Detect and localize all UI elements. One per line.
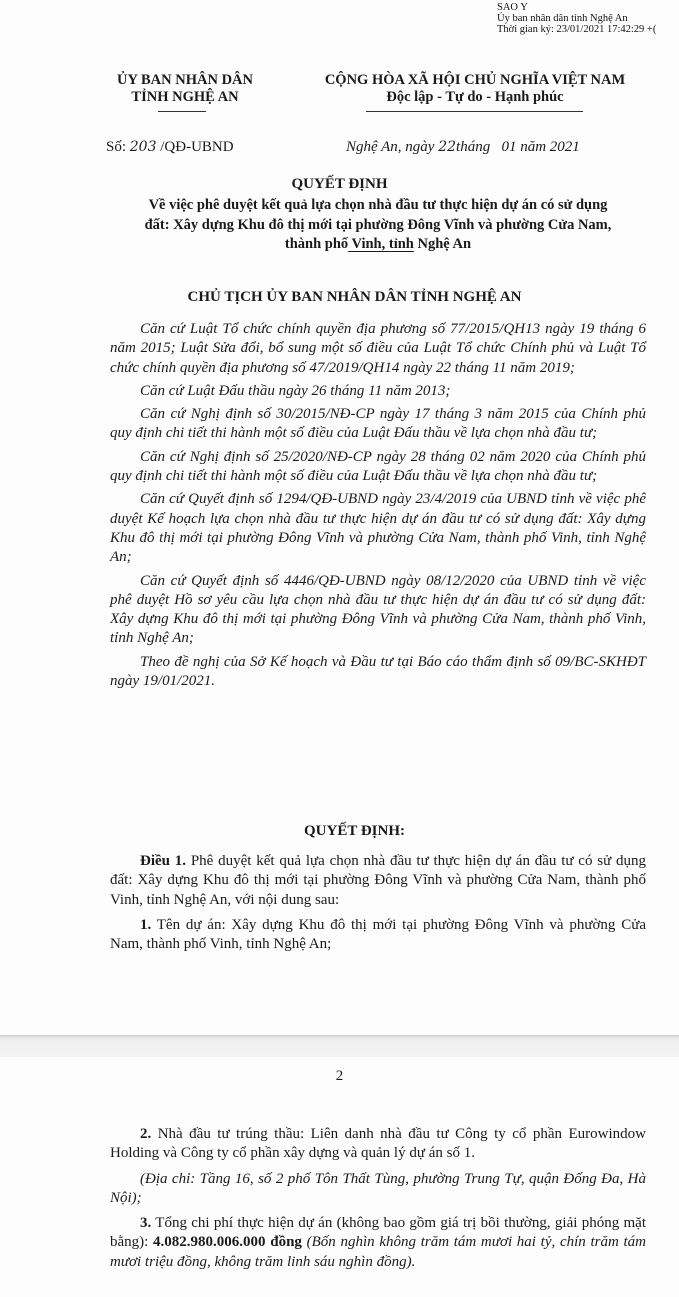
issuer-line-2: TỈNH NGHỆ AN [131, 89, 239, 105]
document-number [106, 139, 234, 156]
handwritten-number: 203 [129, 139, 157, 155]
motto-underline [366, 111, 583, 112]
legal-basis-item: Theo đề nghị của Sở Kế hoạch và Đầu tư tại Báo cáo thẩm định số 09/BC-SKHĐT ngày 19/01/2021. [110, 653, 646, 690]
item-3 [110, 1214, 646, 1272]
subject-line-2: đất: Xây dựng Khu đô thị mới tại phường Đông Vĩnh và phường Cửa Nam, [144, 216, 612, 233]
authority-heading: CHỦ TỊCH ỦY BAN NHÂN DÂN TỈNH NGHỆ AN [187, 289, 522, 305]
handwritten-day: 22 [438, 139, 457, 155]
legal-basis-item: Căn cứ Quyết định số 4446/QĐ-UBND ngày 08/12/2020 của UBND tỉnh về việc phê duyệt Hồ sơ yêu cầu lựa chọn nhà đầu tư thực hiện dự án đầu tư có sử dụng đất: Xây dựng Khu đô thị mới tại phường Đông Vĩnh và phường Cửa Nam, thành phố Vinh, tỉnh Nghệ An; [110, 572, 646, 647]
page-separator [0, 1035, 679, 1057]
item-label: 3. [140, 1215, 152, 1232]
issuer-underline [158, 111, 206, 112]
item-text: Tổng chi phí thực hiện dự án (không bao gồm giá trị bồi thường, giải phóng mặt bằng): [110, 1215, 646, 1251]
decision-heading: QUYẾT ĐỊNH: [304, 823, 405, 839]
item-text: Tên dự án: Xây dựng Khu đô thị mới tại phường Đông Vĩnh và phường Cửa Nam, thành phố Vinh, tỉnh Nghệ An; [110, 916, 646, 953]
item-2 [110, 1125, 646, 1164]
legal-basis-item: Căn cứ Quyết định số 1294/QĐ-UBND ngày 23/4/2019 của UBND tỉnh về việc phê duyệt Kế hoạch lựa chọn nhà đầu tư thực hiện dự án đầu tư có sử dụng đất: Xây dựng Khu đô thị mới tại phường Đông Vĩnh và phường Cửa Nam, thành phố Vinh, tỉnh Nghệ An; [110, 491, 646, 566]
subject-line-3 [100, 235, 656, 255]
nation-line-1: CỘNG HÒA XÃ HỘI CHỦ NGHĨA VIỆT NAM [324, 72, 626, 88]
item-text: Nhà đầu tư trúng thầu: Liên danh nhà đầu tư Công ty cổ phần Eurowindow Holding và Công ty cổ phần xây dựng và quản lý dự án số 1. [110, 1126, 646, 1162]
item-label: 1. [140, 916, 152, 933]
item-1 [110, 916, 646, 955]
stamp-signed-time: Thời gian ký: 23/01/2021 17:42:29 +( [497, 24, 657, 35]
issuing-authority [100, 72, 270, 106]
total-cost-amount: 4.082.980.006.000 đồng [153, 1234, 302, 1251]
legal-basis-item: Căn cứ Nghị định số 25/2020/NĐ-CP ngày 28 tháng 02 năm 2020 của Chính phủ quy định chi tiết thi hành một số điều của Luật Đấu thầu về lựa chọn nhà đầu tư; [110, 448, 646, 485]
date-suffix: tháng 01 năm 2021 [456, 139, 580, 155]
article-body: Phê duyệt kết quả lựa chọn nhà đầu tư thực hiện dự án đầu tư có sử dụng đất: Xây dựng Khu đô thị mới tại phường Đông Vĩnh và phường Cửa Nam, thành phố Vinh, tỉnh Nghệ An, với nội dung sau: [110, 853, 646, 908]
legal-basis-item: Căn cứ Luật Tổ chức chính quyền địa phương số 77/2015/QH13 ngày 19 tháng 6 năm 2015; Luật Sửa đổi, bổ sung một số điều của Luật Tổ chức Chính phủ và Luật Tổ chức chính quyền địa phương số 47/2019/QH14 ngày 22 tháng 11 năm 2019; [110, 321, 646, 376]
subject-underlined-part: Vinh, tỉnh [348, 236, 414, 252]
subject-line-1: Về việc phê duyệt kết quả lựa chọn nhà đầu tư thực hiện dự án có sử dụng [148, 197, 608, 213]
subject-part: Nghệ An [413, 236, 472, 252]
legal-basis-item: Căn cứ Luật Đấu thầu ngày 26 tháng 11 năm 2013; [140, 382, 451, 399]
total-cost-in-words: (Bốn nghìn không trăm tám mươi hai tỷ, chín trăm tám mươi triệu đồng, không trăm linh sáu nghìn đồng). [110, 1234, 647, 1270]
number-suffix: /QĐ-UBND [156, 139, 234, 155]
number-prefix: Số: [106, 139, 130, 155]
article-label: Điều 1. [140, 853, 187, 869]
document-title: QUYẾT ĐỊNH [291, 176, 388, 192]
nation-line-2: Độc lập - Tự do - Hạnh phúc [386, 89, 564, 105]
investor-address: (Địa chỉ: Tầng 16, số 2 phố Tôn Thất Tùng, phường Trung Tự, quận Đống Đa, Hà Nội); [110, 1170, 646, 1206]
item-label: 2. [140, 1126, 152, 1142]
issuer-line-1: ỦY BAN NHÂN DÂN [116, 72, 253, 88]
digital-signature-stamp [497, 2, 656, 35]
article-1-text [110, 852, 646, 910]
legal-basis-item: Căn cứ Nghị định số 30/2015/NĐ-CP ngày 17 tháng 3 năm 2015 của Chính phủ quy định chi tiết thi hành một số điều của Luật Đấu thầu về lựa chọn nhà đầu tư; [110, 406, 646, 442]
page-2-content [110, 1125, 646, 1272]
national-motto [290, 72, 660, 106]
article-1 [110, 852, 646, 954]
page-number: 2 [335, 1068, 344, 1084]
stamp-title: SAO Y [497, 2, 528, 13]
date-prefix: Nghệ An, ngày [346, 139, 439, 155]
document-subject [100, 196, 656, 255]
stamp-signer: Ủy ban nhân dân tỉnh Nghệ An [497, 13, 628, 24]
legal-bases [110, 320, 646, 691]
document-date [346, 139, 580, 156]
subject-part: thành phố [284, 236, 349, 252]
